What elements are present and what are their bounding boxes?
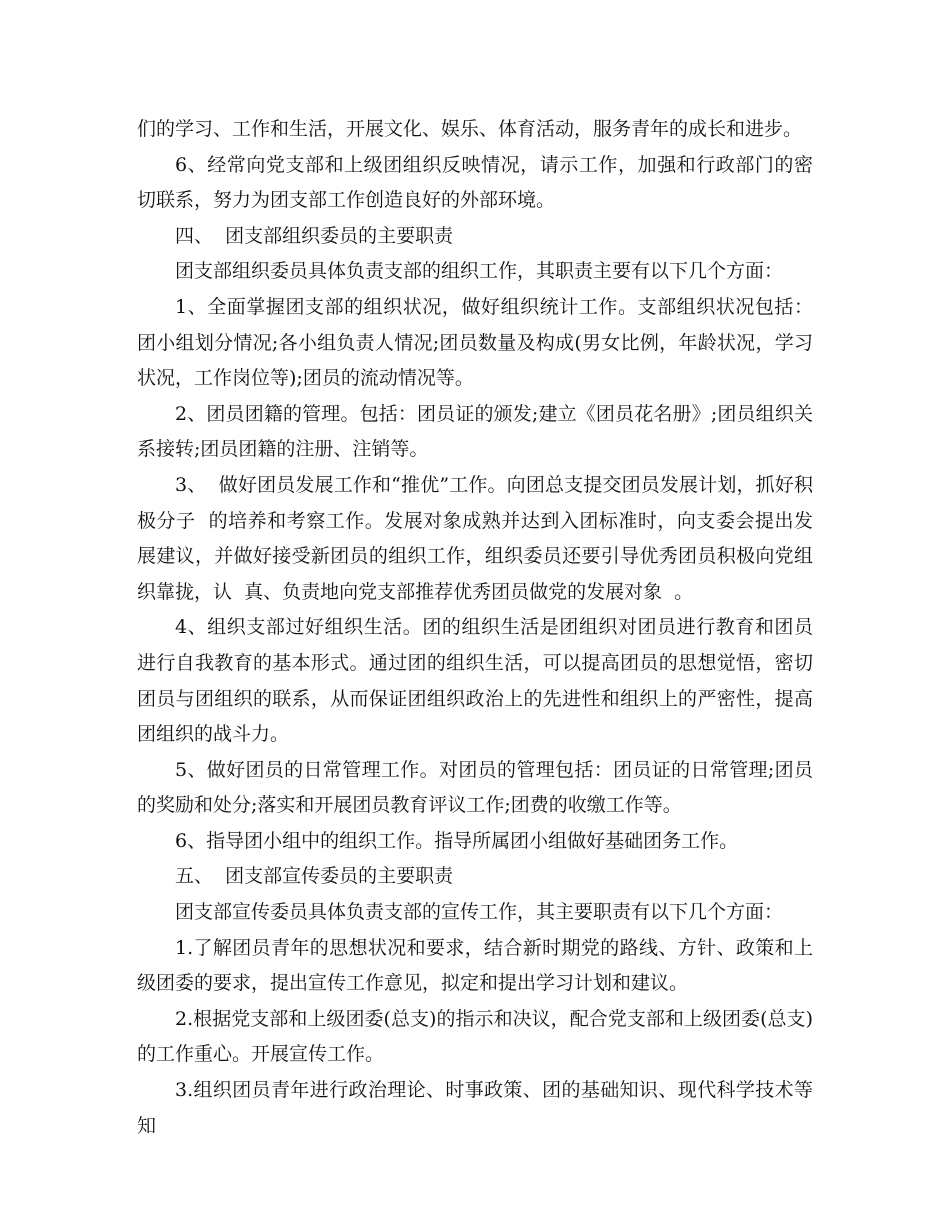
paragraph-item-1-organization-status: 1、全面掌握团支部的组织状况，做好组织统计工作。支部组织状况包括：团小组划分情况;各小组负责人情况;团员数量及构成(男女比例，年龄状况，学习状况，工作岗位等);团员的流动情况等。 bbox=[137, 295, 813, 390]
paragraph-item-2-membership-management: 2、团员团籍的管理。包括：团员证的颁发;建立《团员花名册》;团员组织关系接转;团员团籍的注册、注销等。 bbox=[137, 402, 813, 461]
paragraph-publicity-item-2: 2.根据党支部和上级团委(总支)的指示和决议，配合党支部和上级团委(总支)的工作重心。开展宣传工作。 bbox=[137, 1007, 813, 1066]
paragraph-continuation: 们的学习、工作和生活，开展文化、娱乐、体育活动，服务青年的成长和进步。 bbox=[137, 118, 803, 140]
paragraph-publicity-item-3: 3.组织团员青年进行政治理论、时事政策、团的基础知识、现代科学技术等知 bbox=[137, 1079, 813, 1137]
section-heading-publicity-member: 五、 团支部宣传委员的主要职责 bbox=[175, 865, 454, 888]
paragraph-item-4-organization-life: 4、组织支部过好组织生活。团的组织生活是团组织对团员进行教育和团员进行自我教育的基本形式。通过团的组织生活，可以提高团员的思想觉悟，密切团员与团组织的联系，从而保证团组织政治上的先进性和组织上的严密性，提高团组织的战斗力。 bbox=[137, 616, 813, 746]
paragraph-item-3-member-development: 3、 做好团员发展工作和“推优”工作。向团总支提交团员发展计划，抓好积极分子 的培养和考察工作。发展对象成熟并达到入团标准时，向支委会提出发展建议，并做好接受新团员的组织工作，组织委员还要引导优秀团员积极向党组织靠拢，认 真、负责地向党支部推荐优秀团员做党的发展对象 。 bbox=[137, 473, 813, 603]
paragraph-organization-intro: 团支部组织委员具体负责支部的组织工作，其职责主要有以下几个方面： bbox=[175, 260, 784, 283]
paragraph-item-6-external-relations: 6、经常向党支部和上级团组织反映情况，请示工作，加强和行政部门的密切联系，努力为团支部工作创造良好的外部环境。 bbox=[137, 153, 813, 212]
paragraph-publicity-intro: 团支部宣传委员具体负责支部的宣传工作，其主要职责有以下几个方面： bbox=[175, 901, 784, 924]
document-page bbox=[137, 112, 813, 1144]
paragraph-item-6-group-guidance: 6、指导团小组中的组织工作。指导所属团小组做好基础团务工作。 bbox=[175, 829, 739, 852]
paragraph-publicity-item-1: 1.了解团员青年的思想状况和要求，结合新时期党的路线、方针、政策和上级团委的要求，提出宣传工作意见，拟定和提出学习计划和建议。 bbox=[137, 936, 813, 995]
section-heading-organization-member: 四、 团支部组织委员的主要职责 bbox=[175, 224, 454, 247]
paragraph-item-5-daily-management: 5、做好团员的日常管理工作。对团员的管理包括：团员证的日常管理;团员的奖励和处分;落实和开展团员教育评议工作;团费的收缴工作等。 bbox=[137, 758, 813, 817]
